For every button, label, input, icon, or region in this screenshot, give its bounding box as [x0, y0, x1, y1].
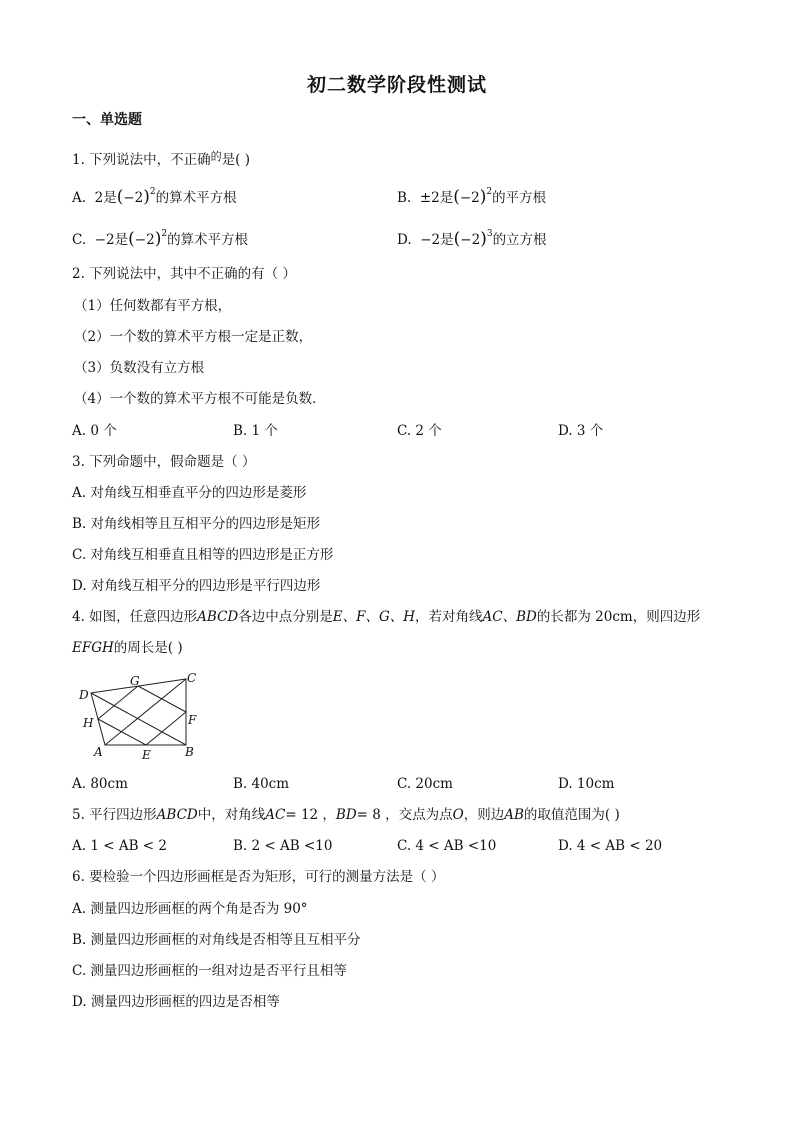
question-1-option-c: C. −2是$(-2)^2$的算术平方根	[72, 229, 249, 249]
quadrilateral-abcd	[91, 679, 186, 745]
question-2-option-b: B. 1 个	[233, 423, 278, 439]
question-4-option-c: C. 20cm	[397, 776, 453, 792]
label-c: C	[187, 672, 197, 685]
question-1-option-a: A. 2是$(-2)^2$的算术平方根	[72, 187, 237, 207]
question-3-option-d: D. 对角线互相平分的四边形是平行四边形	[72, 578, 321, 594]
label-b: B	[185, 745, 194, 759]
question-6-option-b: B. 测量四边形画框的对角线是否相等且互相平分	[72, 932, 361, 948]
section-heading: 一、单选题	[72, 112, 142, 128]
question-2-statement-1: （1）任何数都有平方根，	[74, 298, 232, 314]
question-3-option-c: C. 对角线互相垂直且相等的四边形是正方形	[72, 547, 334, 563]
question-4-stem-line-2: EFGH的周长是( )	[72, 640, 183, 656]
question-1-stem: 1. 下列说法中，不正确$^的$是( )	[72, 150, 250, 168]
question-6-stem: 6. 要检验一个四边形画框是否为矩形，可行的测量方法是（ ）	[72, 869, 445, 885]
question-3-stem: 3. 下列命题中，假命题是（ ）	[72, 454, 256, 470]
question-4-option-d: D. 10cm	[558, 776, 615, 792]
question-5-option-b: B. 2 < AB <10	[233, 838, 333, 854]
question-4-stem-line-1: 4. 如图，任意四边形ABCD各边中点分别是E、F、G、H，若对角线AC、BD的长都为 20cm，则四边形	[72, 609, 701, 625]
question-3-option-b: B. 对角线相等且互相平分的四边形是矩形	[72, 516, 321, 532]
label-g: G	[130, 674, 140, 688]
question-1-option-d: D. −2是$(-2)^3$的立方根	[397, 229, 547, 249]
question-2-statement-2: （2）一个数的算术平方根一定是正数，	[74, 329, 313, 345]
label-d: D	[79, 688, 89, 702]
question-6-option-d: D. 测量四边形画框的四边是否相等	[72, 994, 280, 1010]
label-h: H	[83, 716, 94, 730]
quadrilateral-efgh	[98, 686, 186, 745]
question-2-statement-3: （3）负数没有立方根	[74, 360, 205, 376]
question-2-statement-4: （4）一个数的算术平方根不可能是负数．	[74, 391, 326, 407]
label-e: E	[142, 748, 151, 762]
label-f: F	[188, 713, 197, 727]
question-2-stem: 2. 下列说法中，其中不正确的有（ ）	[72, 266, 296, 282]
quadrilateral-diagram	[76, 672, 208, 762]
question-2-option-c: C. 2 个	[397, 423, 442, 439]
question-1-option-b: B. ±2是$(-2)^2$的平方根	[397, 187, 547, 207]
quadrilateral-figure	[76, 672, 208, 762]
question-5-option-a: A. 1 < AB < 2	[72, 838, 167, 854]
question-3-option-a: A. 对角线互相垂直平分的四边形是菱形	[72, 485, 307, 501]
question-6-option-a: A. 测量四边形画框的两个角是否为 90°	[72, 901, 308, 917]
question-4-option-a: A. 80cm	[72, 776, 128, 792]
question-2-option-a: A. 0 个	[72, 423, 117, 439]
page-title: 初二数学阶段性测试	[306, 74, 487, 96]
question-5-stem: 5. 平行四边形ABCD中，对角线AC= 12 ，BD= 8 ，交点为点O，则边AB的取值范围为( )	[72, 807, 620, 823]
question-5-option-d: D. 4 < AB < 20	[558, 838, 663, 854]
question-2-option-d: D. 3 个	[558, 423, 604, 439]
question-4-option-b: B. 40cm	[233, 776, 290, 792]
diagonal-db	[91, 693, 186, 745]
label-a: A	[94, 745, 103, 759]
question-6-option-c: C. 测量四边形画框的一组对边是否平行且相等	[72, 963, 347, 979]
question-5-option-c: C. 4 < AB <10	[397, 838, 497, 854]
